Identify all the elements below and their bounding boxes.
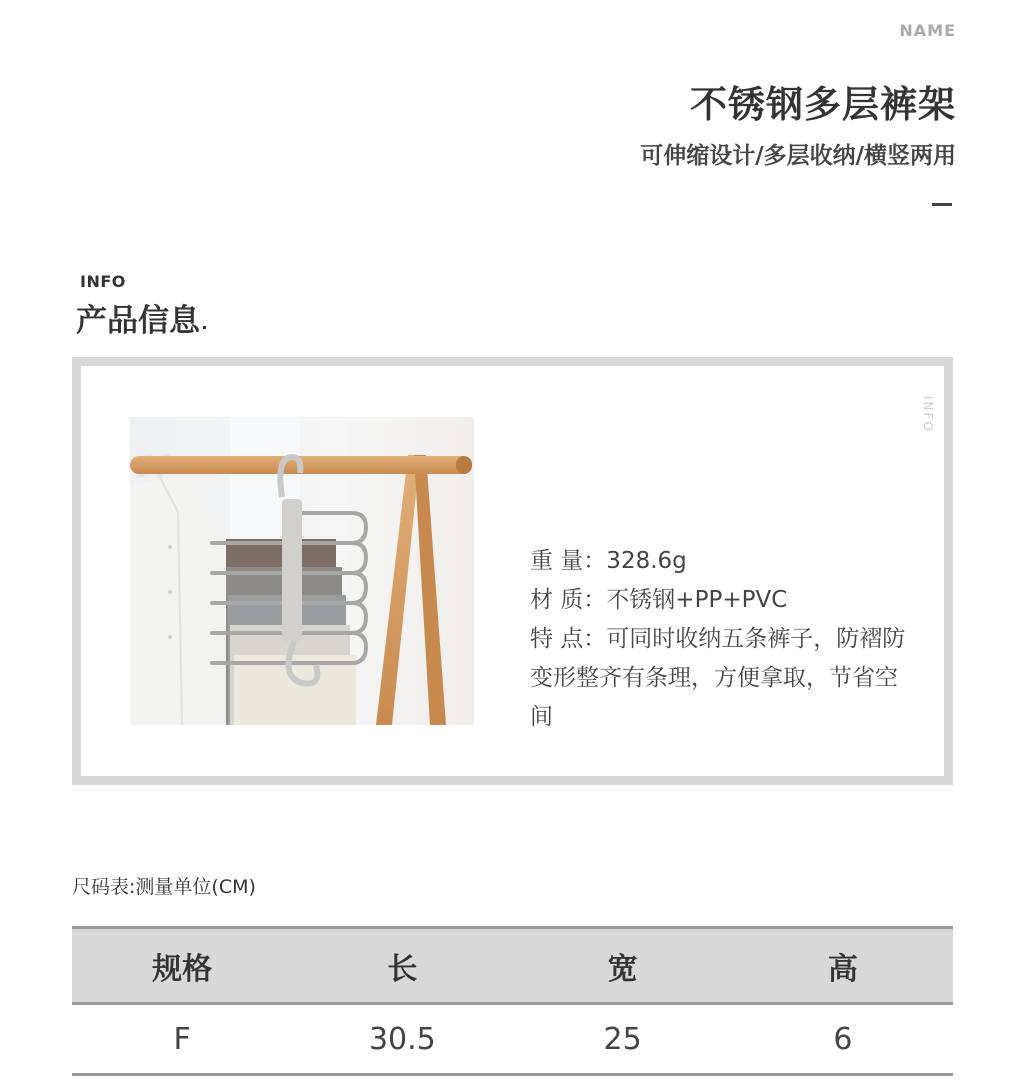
- section-dot: [203, 326, 206, 329]
- product-photo: [130, 417, 474, 725]
- table-row: [72, 1004, 953, 1075]
- length-cell: 30.5: [292, 1004, 512, 1075]
- size-table-caption: 尺码表:测量单位(CM): [72, 876, 256, 898]
- size-table-header-row: [72, 928, 953, 1004]
- size-table-header: 宽: [513, 928, 733, 1004]
- section-label-en: INFO: [80, 272, 126, 291]
- card-vertical-label: INFO: [921, 396, 935, 433]
- product-title: 不锈钢多层裤架: [690, 83, 956, 126]
- size-cell: F: [72, 1004, 292, 1075]
- name-label: NAME: [899, 21, 956, 40]
- product-info-card: [72, 357, 953, 785]
- size-table-header: 规格: [72, 928, 292, 1004]
- height-cell: 6: [733, 1004, 953, 1075]
- spec-list: [530, 542, 910, 737]
- size-table-header: 高: [733, 928, 953, 1004]
- size-table: [72, 926, 953, 1076]
- section-title: 产品信息: [76, 303, 200, 339]
- size-table-header: 长: [292, 928, 512, 1004]
- product-subtitle: 可伸缩设计/多层收纳/横竖两用: [640, 143, 956, 169]
- spec-weight: 重 量：328.6g: [530, 548, 687, 574]
- width-cell: 25: [513, 1004, 733, 1075]
- spec-material: 材 质：不锈钢+PP+PVC: [530, 587, 788, 613]
- header-dash-divider: [932, 203, 952, 206]
- spec-features: 特 点：可同时收纳五条裤子，防褶防变形整齐有条理，方便拿取，节省空间: [530, 626, 906, 730]
- pants-hanger-illustration: [130, 417, 474, 725]
